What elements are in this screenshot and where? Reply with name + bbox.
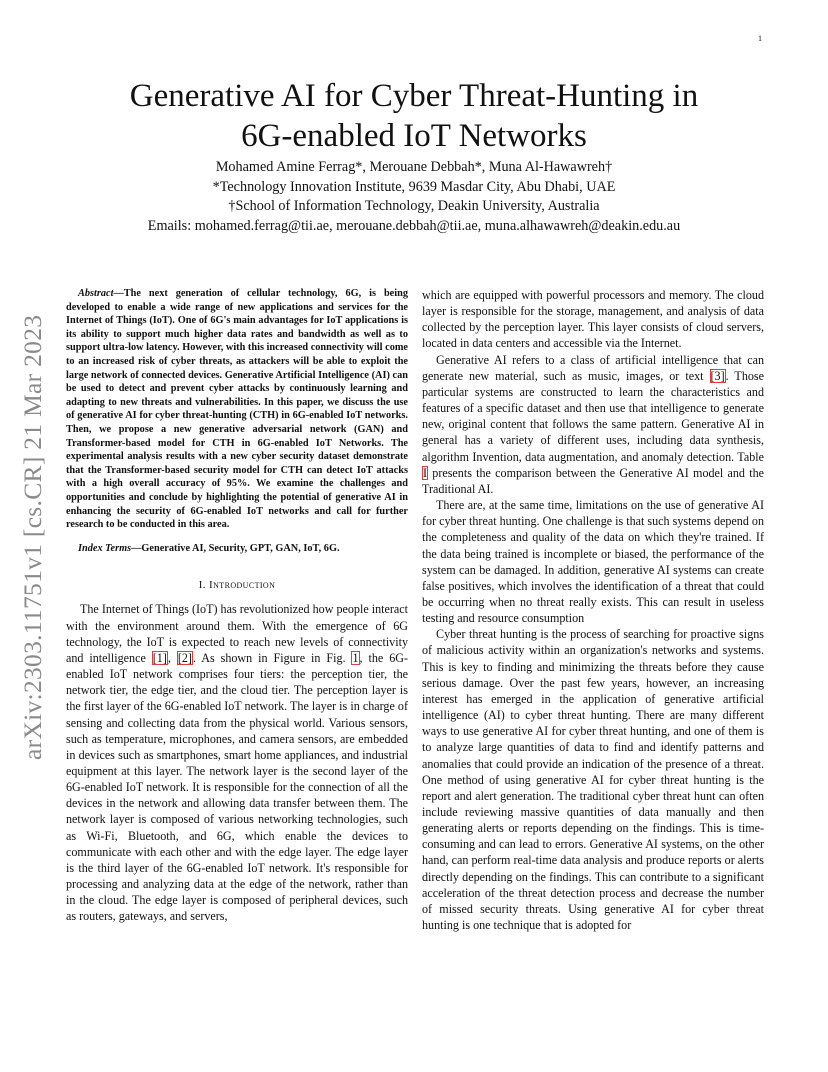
right-paragraph-1: which are equipped with powerful processors and memory. The cloud layer is responsible for the storage, management, and analysis of data collected by the perception layer. This layer consists of cloud servers, located in data centers and accessible via the Internet. [422, 288, 764, 351]
right-paragraph-2 [422, 352, 764, 497]
citation-separator: , [167, 650, 177, 665]
right-column [422, 287, 764, 933]
right-paragraph-4: Cyber threat hunting is the process of searching for proactive signs of malicious activity within an organization's networks and systems. This is key to finding and minimizing the threats before they cause serious damage. Over the past few years, however, an increasing interest has emerged in the application of generative artificial intelligence (AI) to cyber threat hunting. There are many different ways to use generative AI for cyber threat hunting, and one of them is to analyze large quantities of data to find and identify patterns and anomalies that could provide an indication of the presence of a threat. One method of using generative AI for cyber threat hunting is the report and alert generation. The traditional cyber threat hunt can often include reviewing massive quantities of data manually and then generating alerts or reports depending on the findings. This is time-consuming and can lead to errors. Generative AI systems, on the other hand, can perform real-time data analysis and produce reports or alerts directly depending on the findings. This can contribute to a significant acceleration of the threat detection process and decrease the number of missed security threats. Using generative AI for cyber threat hunting is one technique that is adopted for [422, 627, 764, 933]
index-terms [66, 542, 408, 556]
index-terms-text: —Generative AI, Security, GPT, GAN, IoT, 6G. [131, 542, 340, 554]
title-line-1: Generative AI for Cyber Threat-Hunting in [129, 78, 699, 114]
abstract-lead: Abstract [78, 288, 114, 299]
affiliation-1: *Technology Innovation Institute, 9639 Masdar City, Abu Dhabi, UAE [212, 178, 616, 195]
arxiv-stamp[interactable]: arXiv:2303.11751v1 [cs.CR] 21 Mar 2023 [18, 314, 47, 760]
intro-text-b: . As shown in Figure in Fig. [192, 650, 352, 665]
title-line-2: 6G-enabled IoT Networks [241, 118, 587, 154]
index-terms-lead: Index Terms [78, 542, 132, 554]
abstract [66, 287, 408, 532]
intro-paragraph-1 [66, 601, 408, 924]
genai-text-b: . Those particular systems are constructed to learn the characteristics and features of a specific dataset and then use that intelligence to generate new, original content that follows the same pattern. Generative AI in general has a variety of different uses, including data synthesis, algorithm Invention, data augmentation, and anomaly detection. Table [422, 368, 764, 464]
table-link-1[interactable]: I [423, 465, 428, 480]
citation-link-2[interactable]: [2] [177, 650, 192, 665]
author-emails[interactable]: Emails: mohamed.ferrag@tii.ae, merouane.debbah@tii.ae, muna.alhawawreh@deakin.edu.au [147, 217, 681, 234]
genai-text-c: presents the comparison between the Generative AI model and the Traditional AI. [422, 465, 764, 496]
citation-link-1[interactable]: [1] [152, 650, 167, 665]
left-column [66, 287, 408, 925]
page-number: 1 [758, 34, 762, 43]
section-heading-introduction: I. Introduction [198, 579, 276, 592]
citation-link-3[interactable]: [3] [710, 368, 725, 383]
intro-text-a: The Internet of Things (IoT) has revolutionized how people interact with the environment around them. With the emergence of 6G technology, the IoT is expected to reach new levels of connectivity and intelligence [66, 602, 408, 665]
figure-link-1[interactable]: 1 [352, 650, 359, 665]
right-paragraph-3: There are, at the same time, limitations on the use of generative AI for cyber threat hunting. One challenge is that such systems depend on the completeness and quality of the data on which they're trained. If the data being trained is incomplete or biased, the performance of the system can be damaged. In addition, generative AI systems can create false positives, which involves the identification of a threat that could be occurring when no threat really exists. This can result in useless testing and resource consumption [422, 498, 764, 626]
author-names: Mohamed Amine Ferrag*, Merouane Debbah*, Muna Al-Hawawreh† [215, 159, 613, 175]
intro-text-c: , the 6G-enabled IoT network comprises four tiers: the perception tier, the network tier, the edge tier, and the cloud tier. The perception layer is the first layer of the 6G-enabled IoT network. The layer is in charge of sensing and collecting data from the physical world. Various sensors, such as temperature, microphones, and camera sensors, are embedded in devices such as smartphones, smart home appliances, and industrial equipment at this layer. The network layer is the second layer of the 6G-enabled IoT network. It is responsible for the connection of all the devices in the network and allowing data transfer between them. The network layer is composed of various networking technologies, such as Wi-Fi, Bluetooth, and 6G, which enable the devices to communicate with each other and with the edge layer. The edge layer is the third layer of the 6G-enabled IoT network. It's responsible for processing and analyzing data at the edge of the network, rather than in the cloud. The edge layer is composed of peripheral devices, such as routers, gateways, and servers, [66, 650, 409, 924]
author-block [80, 158, 748, 236]
paper-title [80, 76, 748, 156]
affiliation-2: †School of Information Technology, Deakin University, Australia [228, 198, 600, 214]
abstract-text: —The next generation of cellular technology, 6G, is being developed to enable a wide range of new applications and services for the Internet of Things (IoT). One of 6G's main advantages for IoT applications is its ability to support much higher data rates and bandwidth as well as to support ultra-low latency. However, with this increased connectivity will come to an increased risk of cyber threats, as attackers will be able to exploit the large network of connected devices. Generative Artificial Intelligence (AI) can be used to detect and prevent cyber attacks by continuously learning and adapting to new threats and vulnerabilities. In this paper, we discuss the use of generative AI for cyber threat-hunting (CTH) in 6G-enabled IoT networks. Then, we propose a new generative adversarial network (GAN) and Transformer-based model for CTH in 6G-enabled IoT Networks. The experimental analysis results with a new cyber security dataset demonstrate that the Transformer-based security model for CTH can detect IoT attacks with a high overall accuracy of 95%. We examine the challenges and opportunities and conclude by highlighting the potential of generative AI in enhancing the security of 6G-enabled IoT networks and call for further research to be conducted in this area. [66, 288, 408, 531]
genai-text-a: Generative AI refers to a class of artificial intelligence that can generate new material, such as music, images, or text [422, 352, 764, 383]
